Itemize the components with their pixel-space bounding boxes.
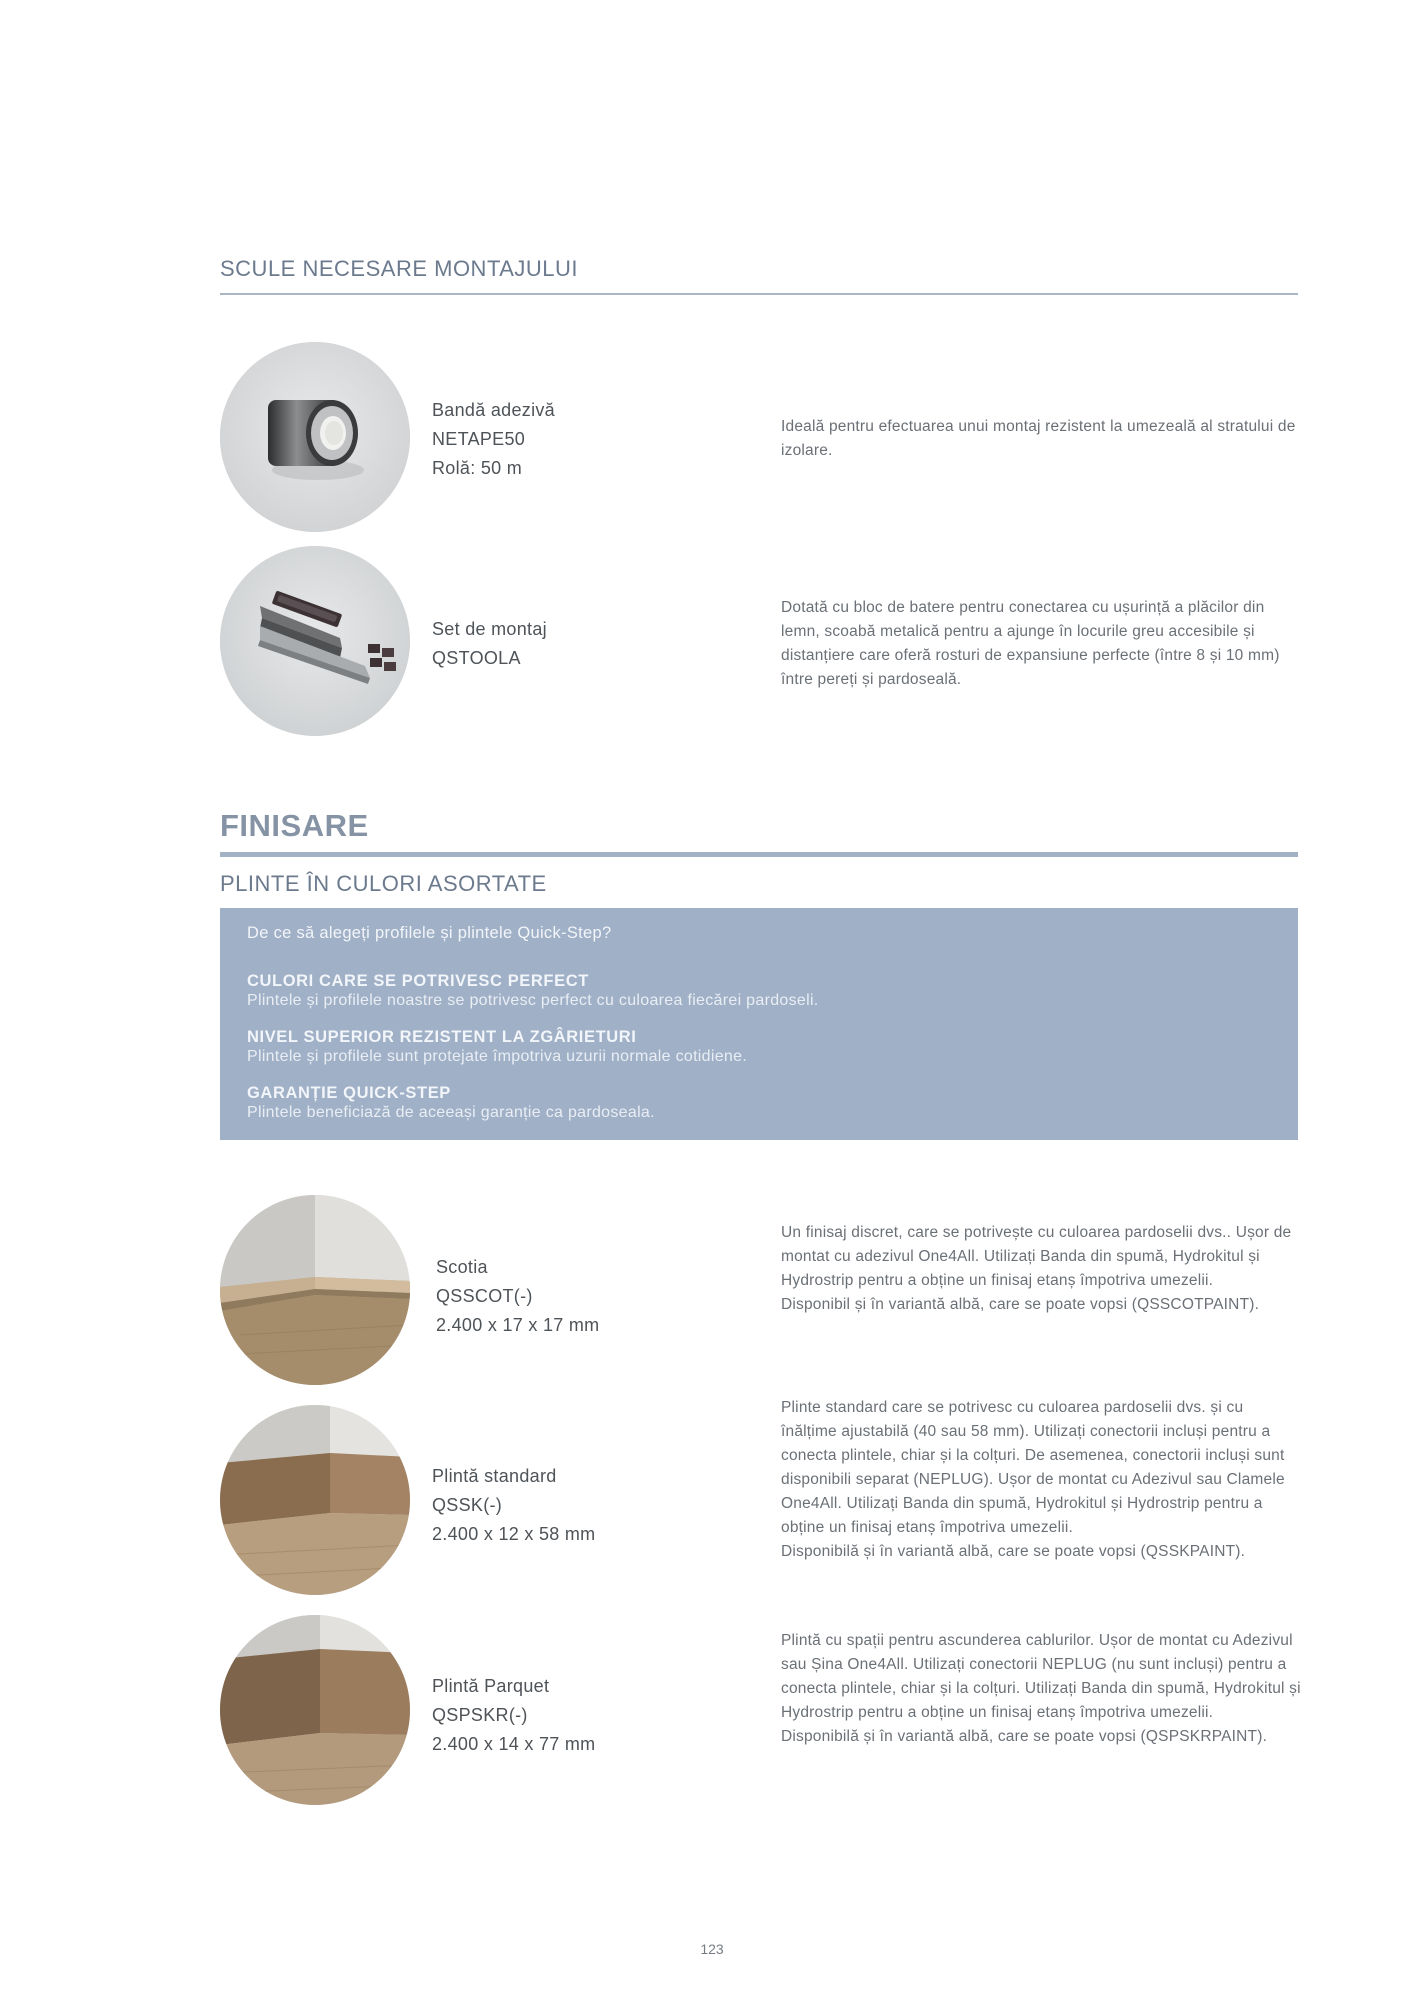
product-name: Scotia [436, 1257, 488, 1277]
tape-description: Ideală pentru efectuarea unui montaj rezistent la umezeală al stratului de izolare. [781, 418, 1296, 459]
info-point-text: Plintele și profilele sunt protejate împotriva uzurii normale cotidiene. [247, 1048, 748, 1065]
section-title-tools: SCULE NECESARE MONTAJULUI [220, 256, 579, 281]
product-spec: Rolă: 50 m [432, 458, 523, 478]
product-name: Plintă Parquet [432, 1676, 550, 1696]
product-spec: 2.400 x 14 x 77 mm [432, 1734, 596, 1754]
product-name: Plintă standard [432, 1466, 557, 1486]
info-point [247, 1083, 1271, 1123]
info-point-text: Plintele beneficiază de aceeași garanție ca pardoseala. [247, 1104, 655, 1121]
product-code: QSPSKR(-) [432, 1705, 528, 1725]
parquet-skirting-info [432, 1672, 595, 1759]
info-point-heading: CULORI CARE SE POTRIVESC PERFECT [247, 972, 589, 990]
standard-skirting-description: Plinte standard care se potrivesc cu culoarea pardoselii dvs. și cu înălțime ajustabilă (40 sau 58 mm). Utilizați conectorii incluși pentru a conecta plintele, chiar și la colțuri. De asemenea, conectorii incluși sunt disponibili separat (NEPLUG). Ușor de montat cu Adezivul sau Clamele One4All. Utilizați Banda din spumă, Hydrokitul și Hydrostrip pentru a obține un finisaj etanș împotriva umezelii. Disponibilă și în variantă albă, care se poate vopsi (QSSKPAINT). [781, 1399, 1285, 1560]
page-number: 123 [700, 1941, 724, 1957]
installation-kit-info [432, 615, 547, 673]
section-title-finishing: FINISARE [220, 808, 369, 843]
divider-thick [220, 852, 1298, 857]
product-code: QSSCOT(-) [436, 1286, 533, 1306]
product-code: NETAPE50 [432, 429, 526, 449]
section-subtitle-skirting: PLINTE ÎN CULORI ASORTATE [220, 871, 547, 896]
info-point-heading: NIVEL SUPERIOR REZISTENT LA ZGÂRIETURI [247, 1028, 637, 1046]
product-code: QSTOOLA [432, 648, 521, 668]
product-code: QSSK(-) [432, 1495, 503, 1515]
divider [220, 293, 1298, 295]
installation-kit-image [220, 546, 410, 736]
standard-skirting-image [220, 1405, 410, 1595]
installation-kit-description: Dotată cu bloc de batere pentru conectarea cu ușurință a plăcilor din lemn, scoabă metalică pentru a ajunge în locurile greu accesibile și distanțiere care oferă rosturi de expansiune perfecte (între 8 și 10 mm) între pereți și pardoseală. [781, 599, 1280, 688]
product-spec: 2.400 x 17 x 17 mm [436, 1315, 600, 1335]
info-point [247, 1027, 1271, 1067]
info-box-intro: De ce să alegeți profilele și plintele Quick-Step? [247, 924, 612, 942]
scotia-product-image [220, 1195, 410, 1385]
tape-product-image [220, 342, 410, 532]
info-point-text: Plintele și profilele noastre se potrivesc perfect cu culoarea fiecărei pardoseli. [247, 992, 819, 1009]
product-spec: 2.400 x 12 x 58 mm [432, 1524, 596, 1544]
info-point [247, 971, 1271, 1011]
info-point-heading: GARANȚIE QUICK-STEP [247, 1084, 451, 1102]
scotia-description: Un finisaj discret, care se potrivește cu culoarea pardoselii dvs.. Ușor de montat cu adezivul One4All. Utilizați Banda din spumă, Hydrokitul și Hydrostrip pentru a obține un finisaj etanș împotriva umezelii. Disponibil și în variantă albă, care se poate vopsi (QSSCOTPAINT). [781, 1224, 1292, 1313]
standard-skirting-info [432, 1462, 595, 1549]
parquet-skirting-description: Plintă cu spații pentru ascunderea cablurilor. Ușor de montat cu Adezivul sau Șina One4All. Utilizați conectorii NEPLUG (nu sunt incluși) pentru a conecta plintele, chiar și la colțuri. Utilizați Banda din spumă, Hydrokitul și Hydrostrip pentru a obține un finisaj etanș împotriva umezelii. Disponibilă și în variantă albă, care se poate vopsi (QSPSKRPAINT). [781, 1632, 1301, 1745]
product-name: Set de montaj [432, 619, 547, 639]
tape-product-info [432, 396, 555, 483]
scotia-product-info [436, 1253, 599, 1340]
parquet-skirting-image [220, 1615, 410, 1805]
product-name: Bandă adezivă [432, 400, 555, 420]
why-choose-info-box [220, 908, 1298, 1140]
